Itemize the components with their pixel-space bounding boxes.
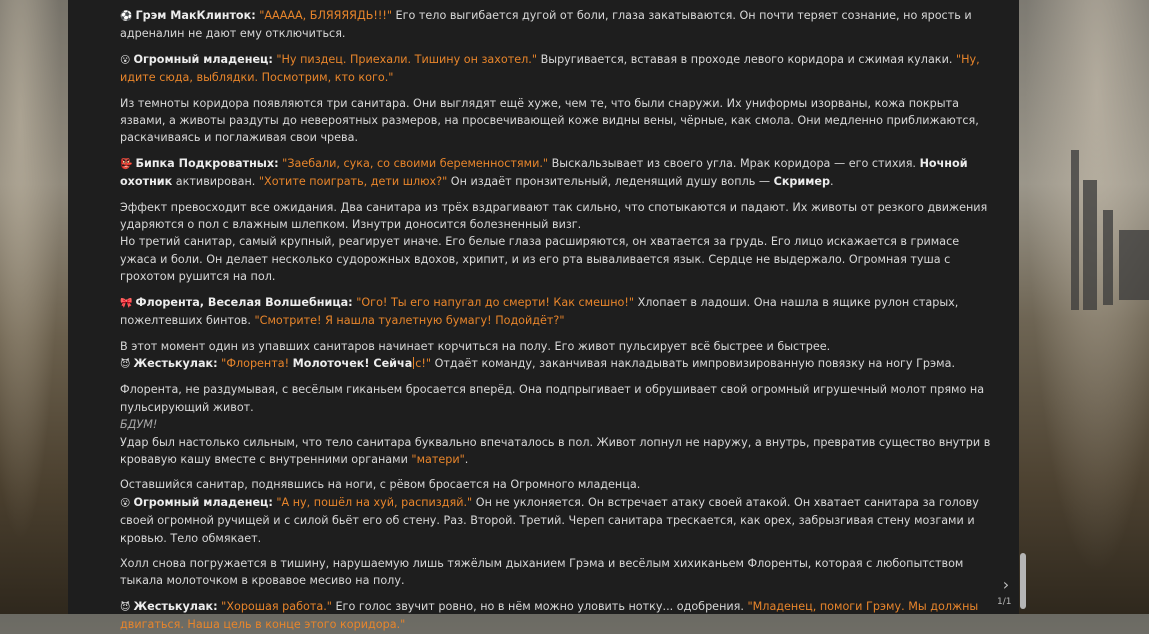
quote: "Младенец, помоги Грэму. Мы должны двигаться. Наша цель в конце этого коридора." bbox=[120, 599, 979, 632]
speaker-name: Жестькулак: bbox=[133, 356, 218, 370]
chevron-right-icon[interactable]: › bbox=[1002, 575, 1010, 594]
message-text: Он не уклоняется. Он встречает атаку своей атакой. Он хватает санитара за голову своей огромной ручищей и с силой бьёт его об стену. Раз. Второй. Третий. Череп санитара трескается, как орех, забрызгивая стену мозгами и кровью. Тело обмякает. bbox=[120, 495, 979, 545]
message-text: Выругивается, вставая в проходе левого коридора и сжимая кулаки. bbox=[537, 52, 956, 66]
quote: "Флорента! bbox=[221, 356, 293, 370]
soccer-ball-icon: ⚽ bbox=[120, 11, 133, 22]
skill-name: Ночной охотник bbox=[120, 156, 968, 189]
quote: "матери" bbox=[411, 452, 465, 466]
background-left bbox=[0, 0, 68, 614]
message-text: Но третий санитар, самый крупный, реагирует иначе. Его белые глаза расширяются, он хватается за грудь. Его лицо искажается в гримасе ужаса и боли. Он делает несколько судорожных вдохов, хрипит, и из его рта вываливается язык. Сердце не выдержало. Огромная туша с грохотом рушится на пол. bbox=[120, 235, 960, 284]
message-1 bbox=[120, 7, 997, 43]
message-text: Холл снова погружается в тишину, нарушаемую лишь тяжёлым дыханием Грэма и весёлым хихиканьем Флоренты, которая с любопытством тыкала молоточком в кровавое месиво на полу. bbox=[120, 556, 964, 588]
scrollbar[interactable] bbox=[1020, 553, 1026, 609]
speaker-name: Огромный младенец: bbox=[133, 52, 273, 66]
quote: "Ого! Ты его напугал до смерти! Как смешно!" bbox=[356, 295, 635, 309]
quote: "Хотите поиграть, дети шлюх?" bbox=[258, 175, 448, 189]
message-7 bbox=[120, 338, 997, 374]
message-text: Отдаёт команду, заканчивая накладывать импровизированную повязку на ногу Грэма. bbox=[431, 356, 956, 370]
message-4 bbox=[120, 155, 997, 191]
quote: "А ну, пошёл на хуй, распиздяй." bbox=[276, 495, 473, 509]
sound-effect: БДУМ! bbox=[120, 418, 158, 432]
message-2 bbox=[120, 51, 997, 87]
speaker-name: Грэм МакКлинток: bbox=[135, 9, 256, 22]
message-text: Его тело выгибается дугой от боли, глаза закатываются. Он почти теряет сознание, но ярость и адреналин не дают ему отключиться. bbox=[120, 9, 972, 41]
quote-bold: Молоточек! Сейча bbox=[292, 356, 413, 370]
message-text: Эффект превосходит все ожидания. Два санитара из трёх вздрагивают так сильно, что спотыкаются и падают. Их животы от резкого движения ударяются о пол с влажным шлепком. Изнутри доносится болезненный визг. bbox=[120, 200, 988, 232]
message-9 bbox=[120, 476, 997, 547]
message-text: Его голос звучит ровно, но в нём можно уловить нотку... одобрения. bbox=[331, 599, 748, 613]
quote: "Ну пиздец. Приехали. Тишину он захотел." bbox=[276, 52, 538, 66]
message-text: Хлопает в ладоши. Она нашла в ящике рулон старых, пожелтевших бинтов. bbox=[120, 295, 959, 328]
message-text: Удар был настолько сильным, что тело санитара буквально впечаталось в пол. Живот лопнул не наружу, а внутрь, превратив существо внутри в кровавую кашу вместе с внутренними органами bbox=[120, 435, 991, 466]
message-text: . bbox=[830, 175, 834, 189]
message-10 bbox=[120, 555, 997, 590]
swipe-counter: 1/1 bbox=[997, 597, 1012, 607]
message-text: В этот момент один из упавших санитаров начинает корчиться на полу. Его живот пульсирует всё быстрее и быстрее. bbox=[120, 339, 831, 353]
chat-panel[interactable] bbox=[68, 0, 1019, 632]
message-8 bbox=[120, 381, 997, 468]
quote: "Хорошая работа." bbox=[221, 599, 332, 613]
baby-face-icon: 😮 bbox=[120, 497, 131, 509]
ribbon-icon: 🎀 bbox=[120, 297, 133, 309]
quote: "ААААА, БЛЯЯЯЯДЬ!!!" bbox=[259, 9, 392, 22]
message-text: Выскальзывает из своего угла. Мрак коридора — его стихия. bbox=[548, 156, 920, 170]
message-text: Оставшийся санитар, поднявшись на ноги, с рёвом бросается на Огромного младенца. bbox=[120, 478, 641, 492]
quote: "Заебали, сука, со своими беременностями." bbox=[282, 156, 549, 170]
speaker-name: Бипка Подкроватных: bbox=[135, 156, 279, 170]
message-text: Из темноты коридора появляются три санитара. Они выглядят ещё хуже, чем те, что были снаружи. Их униформы изорваны, кожа покрыта язвами, а животы раздуты до невероятных размеров, на просвечивающей коже видны вены, чёрные, как смола. Они медленно приближаются, раскачиваясь и поглаживая свои чрева. bbox=[120, 96, 979, 145]
baby-face-icon: 😮 bbox=[120, 54, 131, 66]
speaker-name: Флорента, Веселая Волшебница: bbox=[135, 295, 353, 309]
message-3 bbox=[120, 95, 997, 147]
background-right bbox=[1019, 0, 1149, 614]
skill-name: Скример bbox=[773, 175, 831, 189]
message-11 bbox=[120, 598, 997, 634]
message-5 bbox=[120, 199, 997, 286]
devil-face-icon: 😈 bbox=[120, 358, 131, 370]
quote: с!" bbox=[415, 356, 432, 370]
message-text: активирован. bbox=[172, 175, 259, 189]
message-text: Флорента, не раздумывая, с весёлым гиканьем бросается вперёд. Она подпрыгивает и обрушивает свой огромный игрушечный молот прямо на пульсирующий живот. bbox=[120, 383, 985, 414]
message-6 bbox=[120, 294, 997, 330]
speaker-name: Жестькулак: bbox=[133, 599, 218, 613]
goblin-mask-icon: 👺 bbox=[120, 158, 133, 170]
message-text: . bbox=[464, 452, 469, 466]
message-text: Он издаёт пронзительный, леденящий душу вопль — bbox=[447, 175, 774, 189]
quote: "Ну, идите сюда, выблядки. Посмотрим, кто кого." bbox=[120, 52, 980, 85]
quote: "Смотрите! Я нашла туалетную бумагу! Подойдёт?" bbox=[254, 314, 565, 328]
speaker-name: Огромный младенец: bbox=[133, 495, 273, 509]
devil-face-icon: 😈 bbox=[120, 601, 131, 613]
